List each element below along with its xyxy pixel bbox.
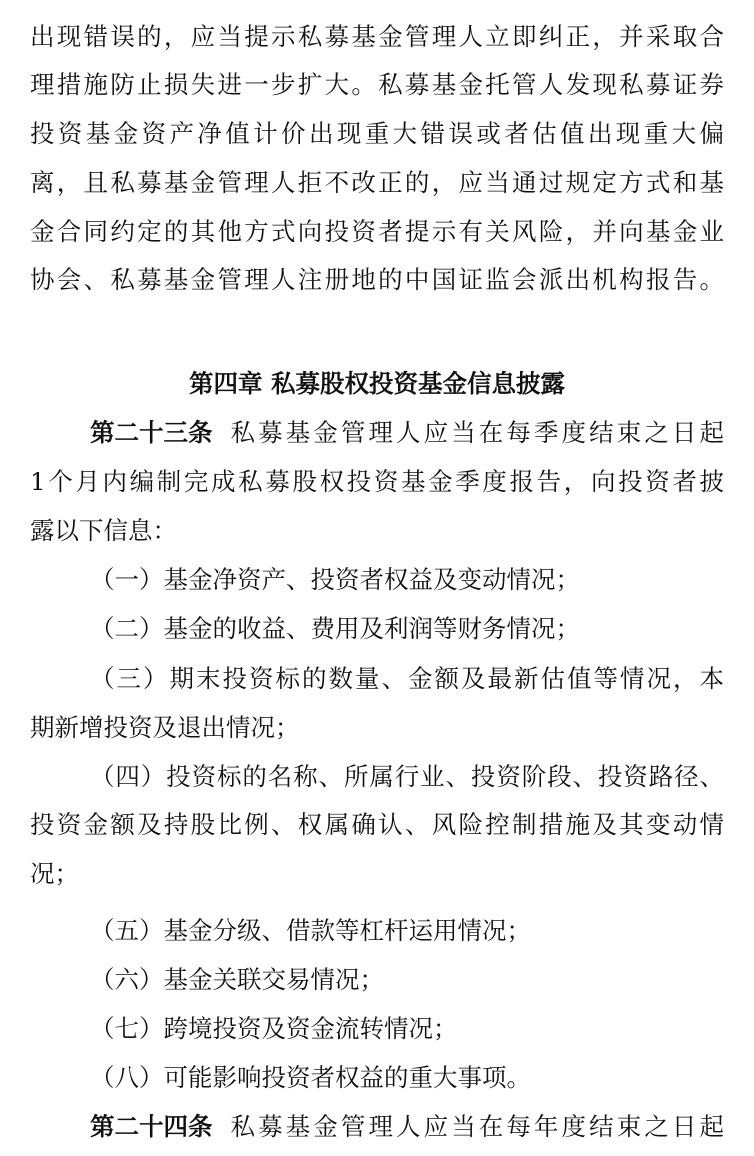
list-item: （三）期末投资标的数量、金额及最新估值等情况，本 bbox=[90, 664, 724, 693]
paragraph-line: 理措施防止损失进一步扩大。私募基金托管人发现私募证券 bbox=[30, 70, 724, 99]
article-24-text: 私募基金管理人应当在每年度结束之日起 bbox=[230, 1112, 724, 1141]
article-23-text: 私募基金管理人应当在每季度结束之日起 bbox=[230, 418, 724, 447]
list-item: （七）跨境投资及资金流转情况； bbox=[90, 1014, 458, 1043]
article-24-first-line bbox=[90, 1110, 724, 1144]
list-item-continuation: 期新增投资及退出情况； bbox=[30, 713, 300, 742]
article-23-label: 第二十三条 bbox=[90, 418, 213, 447]
list-item: （六）基金关联交易情况； bbox=[90, 965, 384, 994]
list-item: （二）基金的收益、费用及利润等财务情况； bbox=[90, 614, 580, 643]
list-item: （四）投资标的名称、所属行业、投资阶段、投资路径、 bbox=[90, 762, 724, 791]
paragraph-line: 投资基金资产净值计价出现重大错误或者估值出现重大偏 bbox=[30, 119, 724, 148]
list-item-continuation: 投资金额及持股比例、权属确认、风险控制措施及其变动情 bbox=[30, 810, 724, 839]
list-item-continuation: 况； bbox=[30, 859, 79, 888]
paragraph-line: 协会、私募基金管理人注册地的中国证监会派出机构报告。 bbox=[30, 265, 724, 294]
paragraph-line: 出现错误的，应当提示私募基金管理人立即纠正，并采取合 bbox=[30, 22, 724, 51]
list-item: （五）基金分级、借款等杠杆运用情况； bbox=[90, 916, 531, 945]
article-23-line: 1个月内编制完成私募股权投资基金季度报告，向投资者披 bbox=[30, 467, 724, 496]
article-23-first-line bbox=[90, 416, 724, 450]
list-item: （八）可能影响投资者权益的重大事项。 bbox=[90, 1063, 531, 1092]
paragraph-line: 离，且私募基金管理人拒不改正的，应当通过规定方式和基 bbox=[30, 168, 724, 197]
article-23-line: 露以下信息： bbox=[30, 516, 177, 545]
chapter-title: 第四章 私募股权投资基金信息披露 bbox=[188, 369, 566, 398]
paragraph-line: 金合同约定的其他方式向投资者提示有关风险，并向基金业 bbox=[30, 217, 724, 246]
article-24-label: 第二十四条 bbox=[90, 1112, 213, 1141]
list-item: （一）基金净资产、投资者权益及变动情况； bbox=[90, 565, 580, 594]
